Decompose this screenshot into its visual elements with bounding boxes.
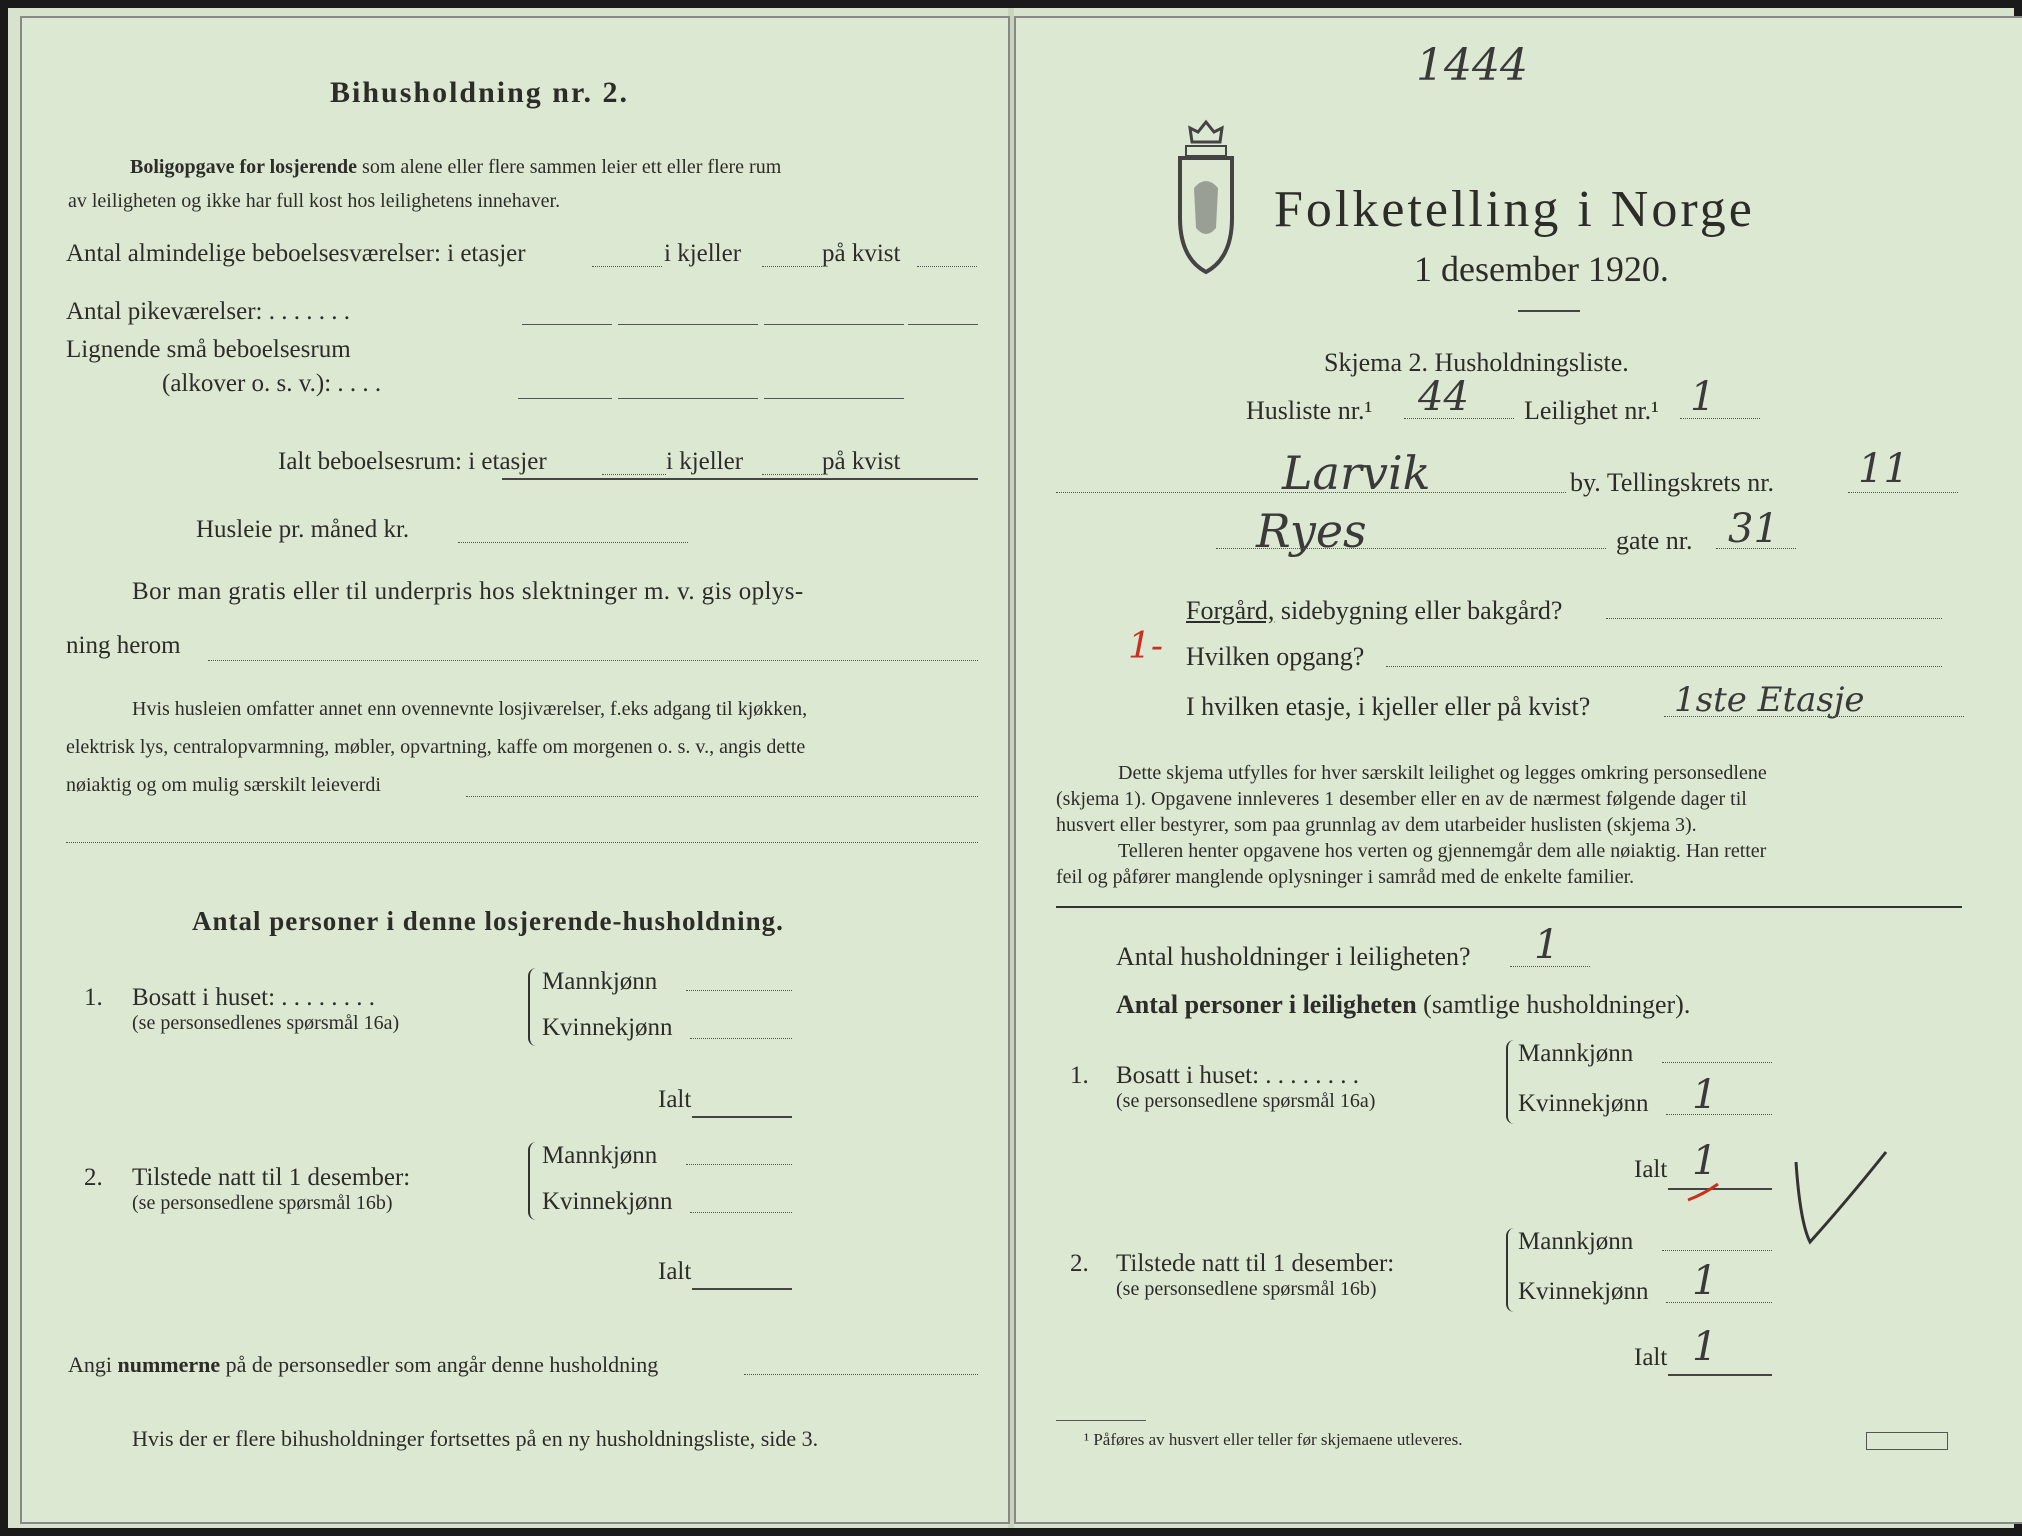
coat-of-arms-icon xyxy=(1166,118,1246,278)
pike-kjeller-field[interactable] xyxy=(618,324,758,325)
pike-label: Antal pikeværelser: . . . . . . . xyxy=(66,298,350,325)
rooms-kvist-label: på kvist xyxy=(822,240,901,267)
etasje-value: 1ste Etasje xyxy=(1674,680,1865,720)
right-q1-mann-label: Mannkjønn xyxy=(1518,1040,1634,1067)
right-q1-kvinne-label: Kvinnekjønn xyxy=(1518,1090,1649,1117)
left-q1-ialt-field[interactable] xyxy=(692,1116,792,1118)
instr-line-5: feil og påfører manglende oplysninger i samråd med de enkelte familier. xyxy=(1056,866,1635,888)
alkover-etasjer-field[interactable] xyxy=(518,398,612,399)
left-page xyxy=(20,16,1010,1524)
ialt-underline xyxy=(502,478,978,480)
right-q2-brace xyxy=(1506,1228,1518,1312)
instr-line-2: (skjema 1). Opgavene innleveres 1 desember eller en av de nærmest følgende dager til xyxy=(1056,788,1747,810)
husliste-value: 44 xyxy=(1418,374,1469,420)
instr-line-1: Dette skjema utfylles for hver særskilt leilighet og legges omkring personsedlene xyxy=(1118,762,1767,784)
form-title: Folketelling i Norge xyxy=(1274,181,1755,238)
leieverdi-field-2[interactable] xyxy=(66,842,978,843)
hvis-line-2: elektrisk lys, centralopvarmning, møbler, opvartning, kaffe om morgenen o. s. v., angis dette xyxy=(66,736,806,758)
right-page xyxy=(1014,16,2022,1524)
leilighet-value: 1 xyxy=(1690,374,1716,420)
right-q1-label: Bosatt i huset: . . . . . . . . xyxy=(1116,1062,1360,1089)
hush-value: 1 xyxy=(1534,922,1560,968)
right-q2-num: 2. xyxy=(1070,1250,1089,1277)
gate-field[interactable] xyxy=(1716,548,1796,549)
right-q2-mann-field[interactable] xyxy=(1662,1250,1772,1251)
alkover-kvist-field[interactable] xyxy=(764,398,904,399)
left-title: Bihusholdning nr. 2. xyxy=(330,76,630,109)
ialt-etasjer-field[interactable] xyxy=(602,474,666,475)
left-q2-mann-label: Mannkjønn xyxy=(542,1142,658,1169)
krets-value: 11 xyxy=(1858,446,1909,492)
right-q1-num: 1. xyxy=(1070,1062,1089,1089)
form-date: 1 desember 1920. xyxy=(1414,249,1669,289)
left-q1-mann-field[interactable] xyxy=(686,990,792,991)
left-q2-kvinne-label: Kvinnekjønn xyxy=(542,1188,673,1215)
left-q1-label: Bosatt i huset: . . . . . . . . xyxy=(132,984,376,1011)
left-q1-ialt-label: Ialt xyxy=(658,1086,692,1113)
rooms-kvist-field[interactable] xyxy=(917,266,977,267)
opgang-field[interactable] xyxy=(1386,666,1942,667)
left-q2-num: 2. xyxy=(84,1164,103,1191)
scanned-sheet xyxy=(8,8,2014,1528)
angi-bold: nummerne xyxy=(117,1352,221,1377)
right-persons-rest: (samtlige husholdninger). xyxy=(1423,990,1691,1019)
ialt-kvist-label: på kvist xyxy=(822,448,901,475)
red-mark: 1- xyxy=(1128,626,1164,667)
hvis-line-3: nøiaktig og om mulig særskilt leieverdi xyxy=(66,774,381,796)
angi-field[interactable] xyxy=(744,1374,978,1375)
pike-extra-field[interactable] xyxy=(908,324,978,325)
hush-label: Antal husholdninger i leiligheten? xyxy=(1116,942,1471,971)
right-q2-sub: (se personsedlene spørsmål 16b) xyxy=(1116,1278,1377,1300)
pike-kvist-field[interactable] xyxy=(764,324,904,325)
etasje-field[interactable] xyxy=(1664,716,1964,717)
ialt-kjeller-label: i kjeller xyxy=(666,448,744,475)
leieverdi-field[interactable] xyxy=(466,796,978,797)
leilighet-label: Leilighet nr.¹ xyxy=(1524,396,1659,425)
forgard-field[interactable] xyxy=(1606,618,1942,619)
left-persons-heading: Antal personer i denne losjerende-husholdning. xyxy=(192,906,784,936)
right-q1-sub: (se personsedlene spørsmål 16a) xyxy=(1116,1090,1376,1112)
right-q1-brace xyxy=(1506,1040,1518,1124)
husliste-field[interactable] xyxy=(1404,418,1514,419)
hvis-line-1: Hvis husleien omfatter annet enn ovennevnte losjiværelser, f.eks adgang til kjøkken, xyxy=(132,698,808,720)
ialt-rooms-label: Ialt beboelsesrum: i etasjer xyxy=(278,448,547,475)
lignende-label: Lignende små beboelsesrum xyxy=(66,336,351,363)
rooms-kjeller-label: i kjeller xyxy=(664,240,742,267)
bor-line-2: ning herom xyxy=(66,632,181,659)
right-q1-kvinne-field[interactable] xyxy=(1666,1114,1772,1115)
right-q2-kvinne-value: 1 xyxy=(1692,1258,1718,1304)
right-persons-bold: Antal personer i leiligheten xyxy=(1116,990,1417,1019)
pike-etasjer-field[interactable] xyxy=(522,324,612,325)
left-footer: Hvis der er flere bihusholdninger fortsettes på en ny husholdningsliste, side 3. xyxy=(132,1426,819,1451)
right-q2-mann-label: Mannkjønn xyxy=(1518,1228,1634,1255)
left-q2-kvinne-field[interactable] xyxy=(690,1212,792,1213)
husleie-field[interactable] xyxy=(458,542,688,543)
intro-line-1 xyxy=(130,156,781,179)
city-value: Larvik xyxy=(1282,446,1431,500)
bor-line-1: Bor man gratis eller til underpris hos slektninger m. v. gis oplys- xyxy=(132,578,804,605)
footnote-rule xyxy=(1056,1420,1146,1421)
right-q2-ialt-field[interactable] xyxy=(1668,1374,1772,1376)
left-q1-num: 1. xyxy=(84,984,103,1011)
footnote: ¹ Påføres av husvert eller teller før skjemaene utleveres. xyxy=(1084,1430,1463,1449)
hush-field[interactable] xyxy=(1510,966,1590,967)
forgard-underlined: Forgård, xyxy=(1186,596,1275,625)
street-value: Ryes xyxy=(1256,504,1367,558)
right-q2-kvinne-field[interactable] xyxy=(1666,1302,1772,1303)
date-rule xyxy=(1518,310,1580,312)
left-q1-brace xyxy=(528,968,540,1046)
rooms-etasjer-field[interactable] xyxy=(592,266,662,267)
gate-value: 31 xyxy=(1728,506,1779,552)
forgard-line xyxy=(1186,596,1562,626)
intro-bold: Boligopgave for losjerende xyxy=(130,156,358,178)
right-q2-label: Tilstede natt til 1 desember: xyxy=(1116,1250,1395,1277)
bor-field[interactable] xyxy=(208,660,978,661)
right-persons-heading xyxy=(1116,990,1690,1020)
krets-field[interactable] xyxy=(1848,492,1958,493)
husleie-label: Husleie pr. måned kr. xyxy=(196,516,410,543)
street-field[interactable] xyxy=(1216,548,1606,549)
check-mark-icon xyxy=(1786,1142,1896,1262)
left-q2-sub: (se personsedlene spørsmål 16b) xyxy=(132,1192,393,1214)
schema-label: Skjema 2. Husholdningsliste. xyxy=(1324,348,1629,377)
right-q2-ialt-label: Ialt xyxy=(1634,1344,1668,1371)
forgard-rest: sidebygning eller bakgård? xyxy=(1280,596,1563,625)
right-q1-ialt-value: 1 xyxy=(1692,1138,1718,1184)
left-q2-ialt-field[interactable] xyxy=(692,1288,792,1290)
intro-line-2: av leiligheten og ikke har full kost hos leilighetens innehaver. xyxy=(68,190,561,212)
right-q1-mann-field[interactable] xyxy=(1662,1062,1772,1063)
right-q1-ialt-label: Ialt xyxy=(1634,1156,1668,1183)
red-tick-icon xyxy=(1684,1178,1724,1208)
right-q2-ialt-value: 1 xyxy=(1692,1324,1718,1370)
left-q2-label: Tilstede natt til 1 desember: xyxy=(132,1164,411,1191)
right-q2-kvinne-label: Kvinnekjønn xyxy=(1518,1278,1649,1305)
rooms-kjeller-field[interactable] xyxy=(762,266,822,267)
left-q1-sub: (se personsedlenes spørsmål 16a) xyxy=(132,1012,400,1034)
instr-rule xyxy=(1056,906,1962,908)
city-field[interactable] xyxy=(1056,492,1566,493)
printer-stamp xyxy=(1866,1432,1948,1450)
husliste-label: Husliste nr.¹ xyxy=(1246,396,1373,425)
intro-rest: som alene eller flere sammen leier ett eller flere rum xyxy=(362,156,782,178)
instr-line-3: husvert eller bestyrer, som paa grunnlag av dem utarbeider huslisten (skjema 3). xyxy=(1056,814,1697,836)
left-q1-kvinne-field[interactable] xyxy=(690,1038,792,1039)
left-q2-brace xyxy=(528,1142,540,1220)
leilighet-field[interactable] xyxy=(1680,418,1760,419)
opgang-label: Hvilken opgang? xyxy=(1186,642,1365,671)
left-q2-mann-field[interactable] xyxy=(686,1164,792,1165)
etasje-label: I hvilken etasje, i kjeller eller på kvist? xyxy=(1186,692,1591,721)
angi-rest: på de personsedler som angår denne husholdning xyxy=(225,1352,659,1377)
by-krets-label: by. Tellingskrets nr. xyxy=(1570,468,1775,497)
angi-line xyxy=(68,1352,658,1378)
left-q2-ialt-label: Ialt xyxy=(658,1258,692,1285)
instr-line-4: Telleren henter opgavene hos verten og gjennemgår dem alle nøiaktig. Han retter xyxy=(1118,840,1767,862)
left-q1-kvinne-label: Kvinnekjønn xyxy=(542,1014,673,1041)
alkover-kjeller-field[interactable] xyxy=(618,398,758,399)
gate-label: gate nr. xyxy=(1616,526,1693,555)
right-q1-kvinne-value: 1 xyxy=(1692,1072,1718,1118)
angi-pre: Angi xyxy=(68,1352,112,1377)
alkover-label: (alkover o. s. v.): . . . . xyxy=(162,370,382,397)
rooms-label: Antal almindelige beboelsesværelser: i etasjer xyxy=(66,240,526,267)
ialt-kjeller-field[interactable] xyxy=(762,474,822,475)
left-q1-mann-label: Mannkjønn xyxy=(542,968,658,995)
archive-number: 1444 xyxy=(1416,40,1528,91)
